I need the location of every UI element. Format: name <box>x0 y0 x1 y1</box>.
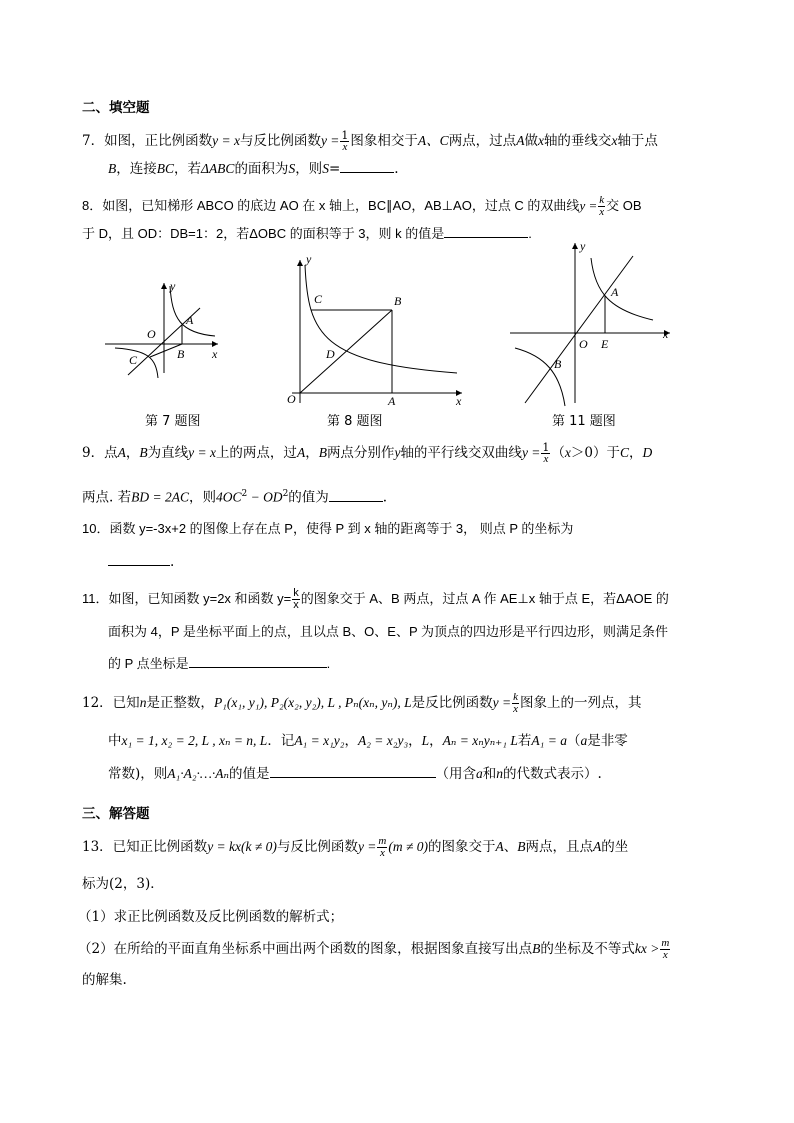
question-7-line-1: 7．如图，正比例函数y = x与反比例函数y = $\frac{1}{x}$ 图象相交于A、C两点，过点A做x轴的垂线交x轴于点 <box>82 129 658 153</box>
fig11-label-A: A <box>611 285 619 299</box>
fig8-label-B: B <box>394 294 402 308</box>
answer-blank-q11[interactable] <box>189 655 327 668</box>
fig7-label-A: A <box>186 313 194 327</box>
question-13-line-2: 标为(2，3)． <box>82 876 164 892</box>
fraction-1-over-x-q9: $\frac{1}{x}$ <box>542 441 550 465</box>
question-13-part-1: （1）求正比例函数及反比例函数的解析式； <box>78 909 344 925</box>
fig11-label-E: E <box>601 337 609 351</box>
section-title-fill-in: 二、填空题 <box>82 100 150 116</box>
question-12-line-3: 常数)，则A₁·A₂·…·Aₙ的值是 （用含a和n的代数式表示）. <box>108 766 602 782</box>
figure-7-caption: 第 7 题图 <box>145 414 201 429</box>
fraction-k-over-x: $\frac{k}{x}$ <box>599 194 605 218</box>
question-13-part-2: （2）在所给的平面直角坐标系中画出两个函数的图象，根据图象直接写出点B的坐标及不等式kx > $\frac{m}{x}$ <box>78 937 670 961</box>
section-title-solutions: 三、解答题 <box>82 806 150 822</box>
fraction-m-over-x: $\frac{m}{x}$ <box>378 835 387 859</box>
fig7-label-y: y <box>170 279 176 293</box>
fig11-label-y: y <box>580 239 586 253</box>
fraction-k-over-x-q11: $\frac{k}{x}$ <box>293 587 299 611</box>
question-8-line-1: 8．如图，已知梯形 ABCO 的底边 AO 在 x 轴上，BC∥AO，AB⊥AO，过点 C 的双曲线y = $\frac{k}{x}$ 交 OB <box>82 194 642 218</box>
figure-7 <box>100 278 225 378</box>
fig7-label-O: O <box>147 327 156 341</box>
figure-8 <box>282 255 467 410</box>
question-8-line-2: 于 D，且 OD：DB=1：2，若ΔOBC 的面积等于 3，则 k 的值是 . <box>82 226 532 241</box>
answer-blank-q12[interactable] <box>270 765 436 778</box>
question-12-line-2: 中x₁ = 1, x₂ = 2, L , xₙ = n, L．记A₁ = x₁y₂，A₂ = x₂y₃，L，Aₙ = xₙyₙ₊₁ L若A₁ = a（a是非零 <box>108 733 628 749</box>
fraction-m-over-x-inequality: $\frac{m}{x}$ <box>661 937 670 961</box>
fig11-label-B: B <box>554 357 562 371</box>
answer-blank-q7[interactable] <box>340 160 394 173</box>
answer-blank-q8[interactable] <box>444 225 528 238</box>
fig11-label-x: x <box>663 327 669 341</box>
answer-blank-q9[interactable] <box>329 489 383 502</box>
fraction-1-over-x: $\frac{1}{x}$ <box>341 129 349 153</box>
figure-11 <box>505 238 675 408</box>
fig8-label-y: y <box>306 255 312 266</box>
fig8-label-A: A <box>388 394 396 408</box>
question-10-line-2: . <box>108 553 174 570</box>
question-13-line-1: 13．已知正比例函数y = kx(k ≠ 0)与反比例函数y = $\frac{m}{x}$ (m ≠ 0)的图象交于A、B两点，且点A的坐 <box>82 835 629 859</box>
fig7-label-x: x <box>212 347 218 361</box>
fig8-label-C: C <box>314 292 323 306</box>
question-13-part-2-cont: 的解集. <box>82 972 127 988</box>
fig7-label-C: C <box>129 353 138 367</box>
fig8-label-x: x <box>456 394 462 408</box>
question-11-line-3: 的 P 点坐标是 . <box>108 656 331 671</box>
question-9-line-1: 9．点A，B为直线y = x上的两点，过A，B两点分别作y轴的平行线交双曲线y = $\frac{1}{x}$ （x＞0）于C，D <box>82 441 653 465</box>
question-12-line-1: 12．已知n是正整数，P₁(x₁, y₁), P₂(x₂, y₂), L , Pₙ(xₙ, yₙ), L是反比例函数y = $\frac{k}{x}$ 图象上的一列点，其 <box>82 691 642 715</box>
fig8-label-O: O <box>287 392 296 406</box>
answer-blank-q10[interactable] <box>108 553 170 566</box>
figure-11-caption: 第 11 题图 <box>552 414 616 429</box>
fraction-k-over-x-q12: $\frac{k}{x}$ <box>513 691 518 715</box>
question-11-line-1: 11．如图，已知函数 y=2x 和函数 y= $\frac{k}{x}$ 的图象交于 A、B 两点，过点 A 作 AE⊥x 轴于点 E，若ΔAOE 的 <box>82 587 669 611</box>
question-11-line-2: 面积为 4，P 是坐标平面上的点，且以点 B、O、E、P 为顶点的四边形是平行四边形，则满足条件 <box>108 624 669 639</box>
question-9-line-2: 两点. 若BD = 2AC，则$4OC^2 - OD^2$的值为 . <box>82 489 388 506</box>
figure-8-caption: 第 8 题图 <box>327 414 383 429</box>
fig11-label-O: O <box>579 337 588 351</box>
fig8-label-D: D <box>326 347 335 361</box>
fig7-label-B: B <box>177 347 185 361</box>
question-7-line-2: B，连接BC，若ΔABC的面积为S，则S= . <box>108 161 399 177</box>
question-10-line-1: 10．函数 y=-3x+2 的图像上存在点 P，使得 P 到 x 轴的距离等于 3， 则点 P 的坐标为 <box>82 521 574 536</box>
